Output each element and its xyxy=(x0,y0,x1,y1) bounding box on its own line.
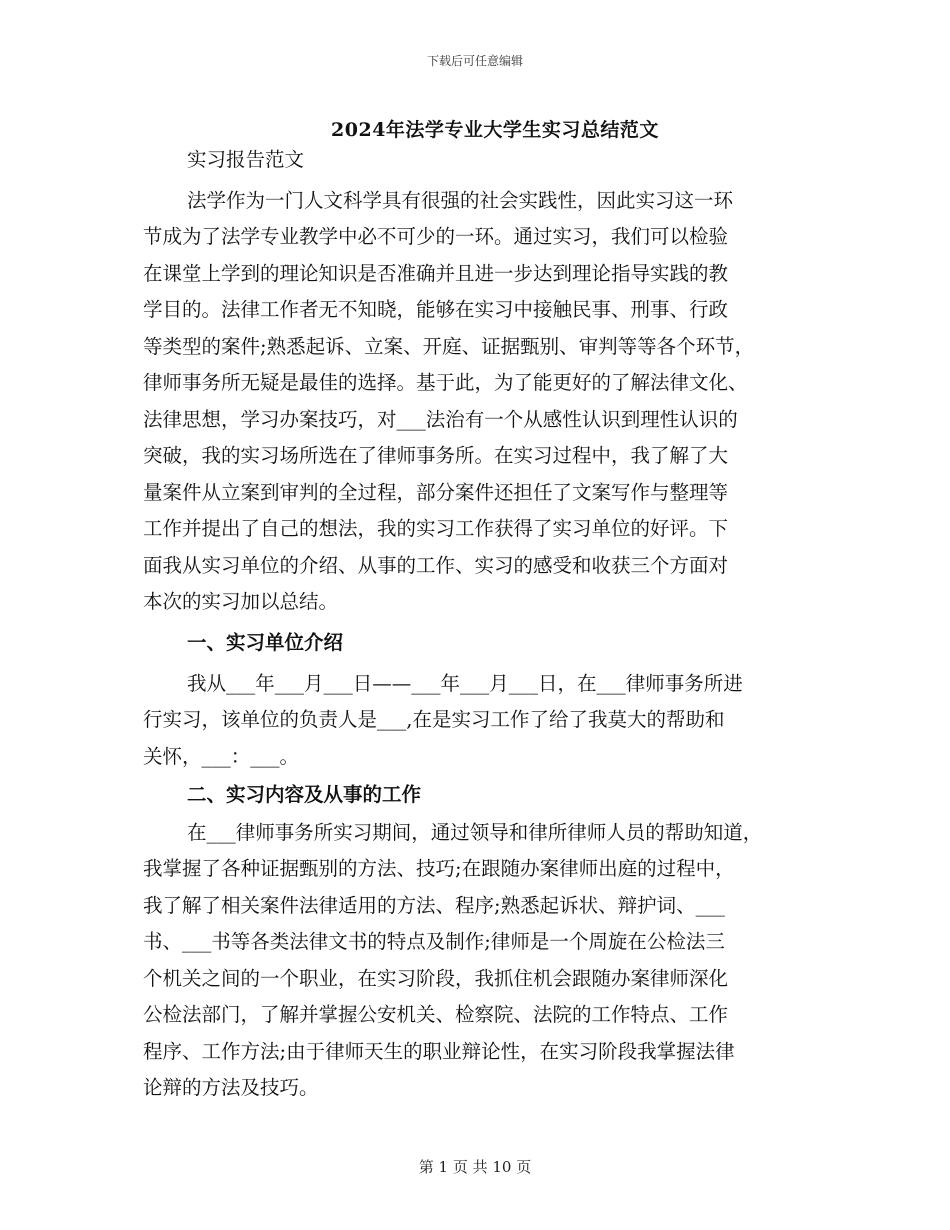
paragraph-line: 学目的。法律工作者无不知晓，能够在实习中接触民事、刑事、行政 xyxy=(143,298,729,321)
paragraph-line: 我了解了相关案件法律适用的方法、程序;熟悉起诉状、辩护词、___ xyxy=(143,894,725,917)
page-number-footer: 第 1 页 共 10 页 xyxy=(418,1158,532,1176)
paragraph-line: 程序、工作方法;由于律师天生的职业辩论性，在实习阶段我掌握法律 xyxy=(143,1040,735,1063)
paragraph-line: 书、___书等各类法律文书的特点及制作;律师是一个周旋在公检法三 xyxy=(143,930,725,953)
section-heading-1: 一、实习单位介绍 xyxy=(187,631,344,654)
paragraph-line: 法律思想，学习办案技巧，对___法治有一个从感性认识到理性认识的 xyxy=(143,408,738,431)
paragraph-line: 行实习，该单位的负责人是___,在是实习工作了给了我莫大的帮助和 xyxy=(143,708,725,731)
header-note: 下载后可任意编辑 xyxy=(426,54,523,68)
paragraph-line: 量案件从立案到审判的全过程，部分案件还担任了文案写作与整理等 xyxy=(143,481,729,504)
paragraph-line: 在___律师事务所实习期间，通过领导和律所律师人员的帮助知道， xyxy=(187,821,763,844)
paragraph-line: 面我从实习单位的介绍、从事的工作、实习的感受和收获三个方面对 xyxy=(143,554,729,577)
paragraph-line: 实习报告范文 xyxy=(187,148,305,171)
paragraph-line: 律师事务所无疑是最佳的选择。基于此，为了能更好的了解法律文化、 xyxy=(143,371,748,394)
paragraph-line: 节成为了法学专业教学中必不可少的一环。通过实习，我们可以检验 xyxy=(143,225,729,248)
paragraph-line: 工作并提出了自己的想法，我的实习工作获得了实习单位的好评。下 xyxy=(143,517,729,540)
section-heading-2: 二、实习内容及从事的工作 xyxy=(187,783,422,806)
paragraph-line: 在课堂上学到的理论知识是否准确并且进一步达到理论指导实践的教 xyxy=(143,262,729,285)
document-title: 2024年法学专业大学生实习总结范文 xyxy=(331,119,659,141)
paragraph-line: 个机关之间的一个职业，在实习阶段，我抓住机会跟随办案律师深化 xyxy=(143,967,729,990)
paragraph-line: 突破，我的实习场所选在了律师事务所。在实习过程中，我了解了大 xyxy=(143,444,729,467)
paragraph-line: 公检法部门，了解并掌握公安机关、检察院、法院的工作特点、工作 xyxy=(143,1003,729,1026)
paragraph-line: 法学作为一门人文科学具有很强的社会实践性，因此实习这一环 xyxy=(187,189,734,212)
paragraph-line: 等类型的案件;熟悉起诉、立案、开庭、证据甄别、审判等等各个环节， xyxy=(143,335,755,358)
paragraph-line: 我掌握了各种证据甄别的方法、技巧;在跟随办案律师出庭的过程中， xyxy=(143,857,735,880)
paragraph-line: 本次的实习加以总结。 xyxy=(143,590,339,613)
paragraph-line: 我从___年___月___日——___年___月___日，在___律师事务所进 xyxy=(187,672,743,695)
paragraph-line: 论辩的方法及技巧。 xyxy=(143,1076,319,1099)
paragraph-line: 关怀，___：___。 xyxy=(143,745,300,768)
